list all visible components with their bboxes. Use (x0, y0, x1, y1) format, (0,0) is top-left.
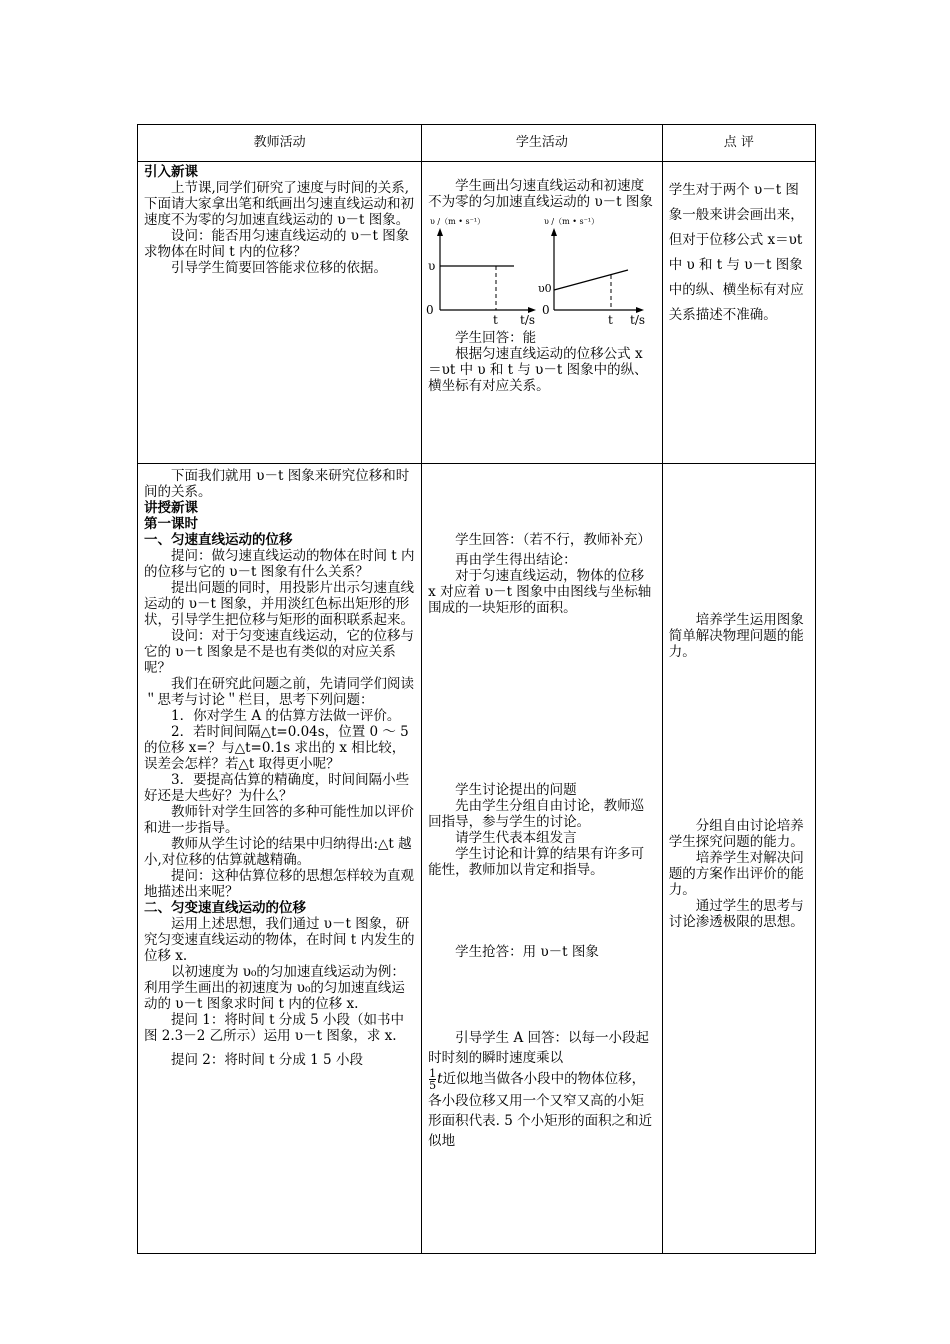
header-comment: 点 评 (662, 125, 815, 162)
intro-row (138, 162, 816, 464)
paragraph: 教师针对学生回答的多种可能性加以评价和进一步指导。 (144, 804, 414, 836)
paragraph: 提问 2：将时间 t 分成 1 5 小段 (171, 1052, 363, 1068)
section-title: 二、匀变速直线运动的位移 (144, 900, 306, 916)
paragraph: 引导学生 A 回答：以每一小段起时时刻的瞬时速度乘以 (428, 1030, 650, 1066)
paragraph: 引导学生简要回答能求位移的依据。 (171, 260, 387, 276)
fraction-denominator: 5 (429, 1079, 437, 1092)
paragraph: 学生讨论提出的问题 (455, 782, 577, 798)
header-student: 学生活动 (422, 125, 663, 162)
graph1-origin: 0 (426, 303, 434, 317)
fraction-variable: t (437, 1071, 443, 1087)
paragraph-fraction (428, 1068, 656, 1151)
section-title: 讲授新课 (144, 500, 198, 516)
lecture-comment-cell (662, 464, 815, 1254)
graph1-y-arrow (437, 228, 443, 236)
lesson-plan-table (137, 124, 816, 1254)
comment-text: 通过学生的思考与讨论渗透极限的思想。 (668, 898, 804, 930)
paragraph: 运用上述思想，我们通过 υ－t 图象，研究匀变速直线运动的物体，在时间 t 内发生的位移 x. (144, 916, 415, 964)
graph2-ylabel: υ /（m • s⁻¹） (544, 217, 600, 226)
question: 2．若时间间隔△t=0.04s，位置 0 ～ 5 的位移 x=？与△t=0.1s 求出的 x 相比较，误差会怎样？若△t 取得更小呢？ (144, 724, 409, 772)
graph2-y-arrow (551, 228, 557, 236)
graph1-t-label: t (493, 313, 498, 326)
comment-text: 培养学生运用图象简单解决物理问题的能力。 (668, 612, 804, 660)
header-teacher: 教师活动 (138, 125, 422, 162)
paragraph: 学生抢答：用 υ－t 图象 (455, 944, 599, 960)
paragraph: 下面我们就用 υ－t 图象来研究位移和时间的关系。 (144, 468, 410, 500)
paragraph: 再由学生得出结论： (455, 552, 577, 568)
graph1-ts-label: t/s (520, 313, 536, 326)
paragraph-text: 近似地当做各小段中的物体位移，各小段位移又用一个又窄又高的小矩形面积代表. 5 个小矩形的面积之和近似地 (428, 1071, 653, 1149)
paragraph: 教师从学生讨论的结果中归纳得出:△t 越小,对位移的估算就越精确。 (144, 836, 412, 868)
paragraph: 提问 1：将时间 t 分成 5 小段（如书中图 2.3－2 乙所示）运用 υ－t 图象，求 x. (144, 1012, 405, 1044)
fraction-numerator: 1 (429, 1067, 437, 1080)
lecture-teacher-cell (138, 464, 422, 1254)
section-title: 一、匀速直线运动的位移 (144, 532, 293, 548)
graph2-velocity-line (554, 270, 628, 290)
paragraph: 学生回答：能 (455, 330, 537, 346)
paragraph: 上节课,同学们研究了速度与时间的关系,下面请大家拿出笔和纸画出匀速直线运动和初速度不为零的匀加速直线运动的 υ－t 图象。 (144, 180, 414, 228)
paragraph: 以初速度为 υ₀的匀加速直线运动为例：利用学生画出的初速度为 υ₀的匀加速直线运动的 υ－t 图象求时间 t 内的位移 x. (144, 964, 405, 1012)
paragraph: 设问：对于匀变速直线运动，它的位移与它的 υ－t 图象是不是也有类似的对应关系呢？ (144, 628, 414, 676)
question: 3．要提高估算的精确度，时间间隔小些好还是大些好？为什么？ (144, 772, 410, 804)
graph1-ylabel: υ /（m • s⁻¹） (430, 217, 486, 226)
comment-text: 分组自由讨论培养学生探究问题的能力。 (668, 818, 804, 850)
vt-graphs (428, 214, 656, 326)
intro-student-cell (422, 162, 663, 464)
paragraph: 提出问题的同时，用投影片出示匀速直线运动的 υ－t 图象，并用淡红色标出矩形的形状，引导学生把位移与矩形的面积联系起来。 (144, 580, 414, 628)
section-title: 第一课时 (144, 516, 198, 532)
paragraph: 我们在研究此问题之前，先请同学们阅读＂思考与讨论＂栏目，思考下列问题： (144, 676, 414, 708)
paragraph: 根据匀速直线运动的位移公式 x＝υt 中 υ 和 t 与 υ－t 图象中的纵、横坐标有对应关系。 (428, 346, 648, 394)
lecture-student-cell (422, 464, 663, 1254)
paragraph: 学生回答：（若不行，教师补充） (455, 532, 651, 548)
paragraph: 提问：做匀速直线运动的物体在时间 t 内的位移与它的 υ－t 图象有什么关系？ (144, 548, 415, 580)
intro-comment-cell (662, 162, 815, 464)
paragraph: 对于匀速直线运动，物体的位移 x 对应着 υ－t 图象中由图线与坐标轴围成的一块矩形的面积。 (428, 568, 652, 616)
paragraph: 学生画出匀速直线运动和初速度不为零的匀加速直线运动的 υ－t 图象 (428, 178, 653, 210)
paragraph: 请学生代表本组发言 (455, 830, 577, 846)
paragraph: 设问：能否用匀速直线运动的 υ－t 图象求物体在时间 t 内的位移？ (144, 228, 410, 260)
graph2-ts-label: t/s (630, 313, 646, 326)
paragraph: 学生讨论和计算的结果有许多可能性，教师加以肯定和指导。 (428, 846, 645, 878)
section-title: 引入新课 (144, 164, 198, 180)
graph2-v0-label: υ0 (538, 282, 552, 295)
header-row (138, 125, 816, 162)
paragraph: 先由学生分组自由讨论，教师巡回指导，参与学生的讨论。 (428, 798, 645, 830)
vt-graph-svg (422, 214, 652, 326)
intro-teacher-cell (138, 162, 422, 464)
comment-text: 培养学生对解决问题的方案作出评价的能力。 (668, 850, 804, 898)
paragraph: 提问：这种估算位移的思想怎样较为直观地描述出来呢？ (144, 868, 414, 900)
graph2-origin: 0 (542, 303, 550, 317)
graph2-t-label: t (608, 313, 613, 326)
comment-text: 学生对于两个 υ－t 图象一般来讲会画出来，但对于位移公式 x＝υt 中 υ 和 t 与 υ－t 图象中的纵、横坐标有对应关系描述不准确。 (668, 182, 804, 323)
fraction (429, 1068, 436, 1091)
graph1-v-label: υ (428, 259, 436, 273)
lecture-row (138, 464, 816, 1254)
question: 1．你对学生 A 的估算方法做一评价。 (171, 708, 401, 724)
